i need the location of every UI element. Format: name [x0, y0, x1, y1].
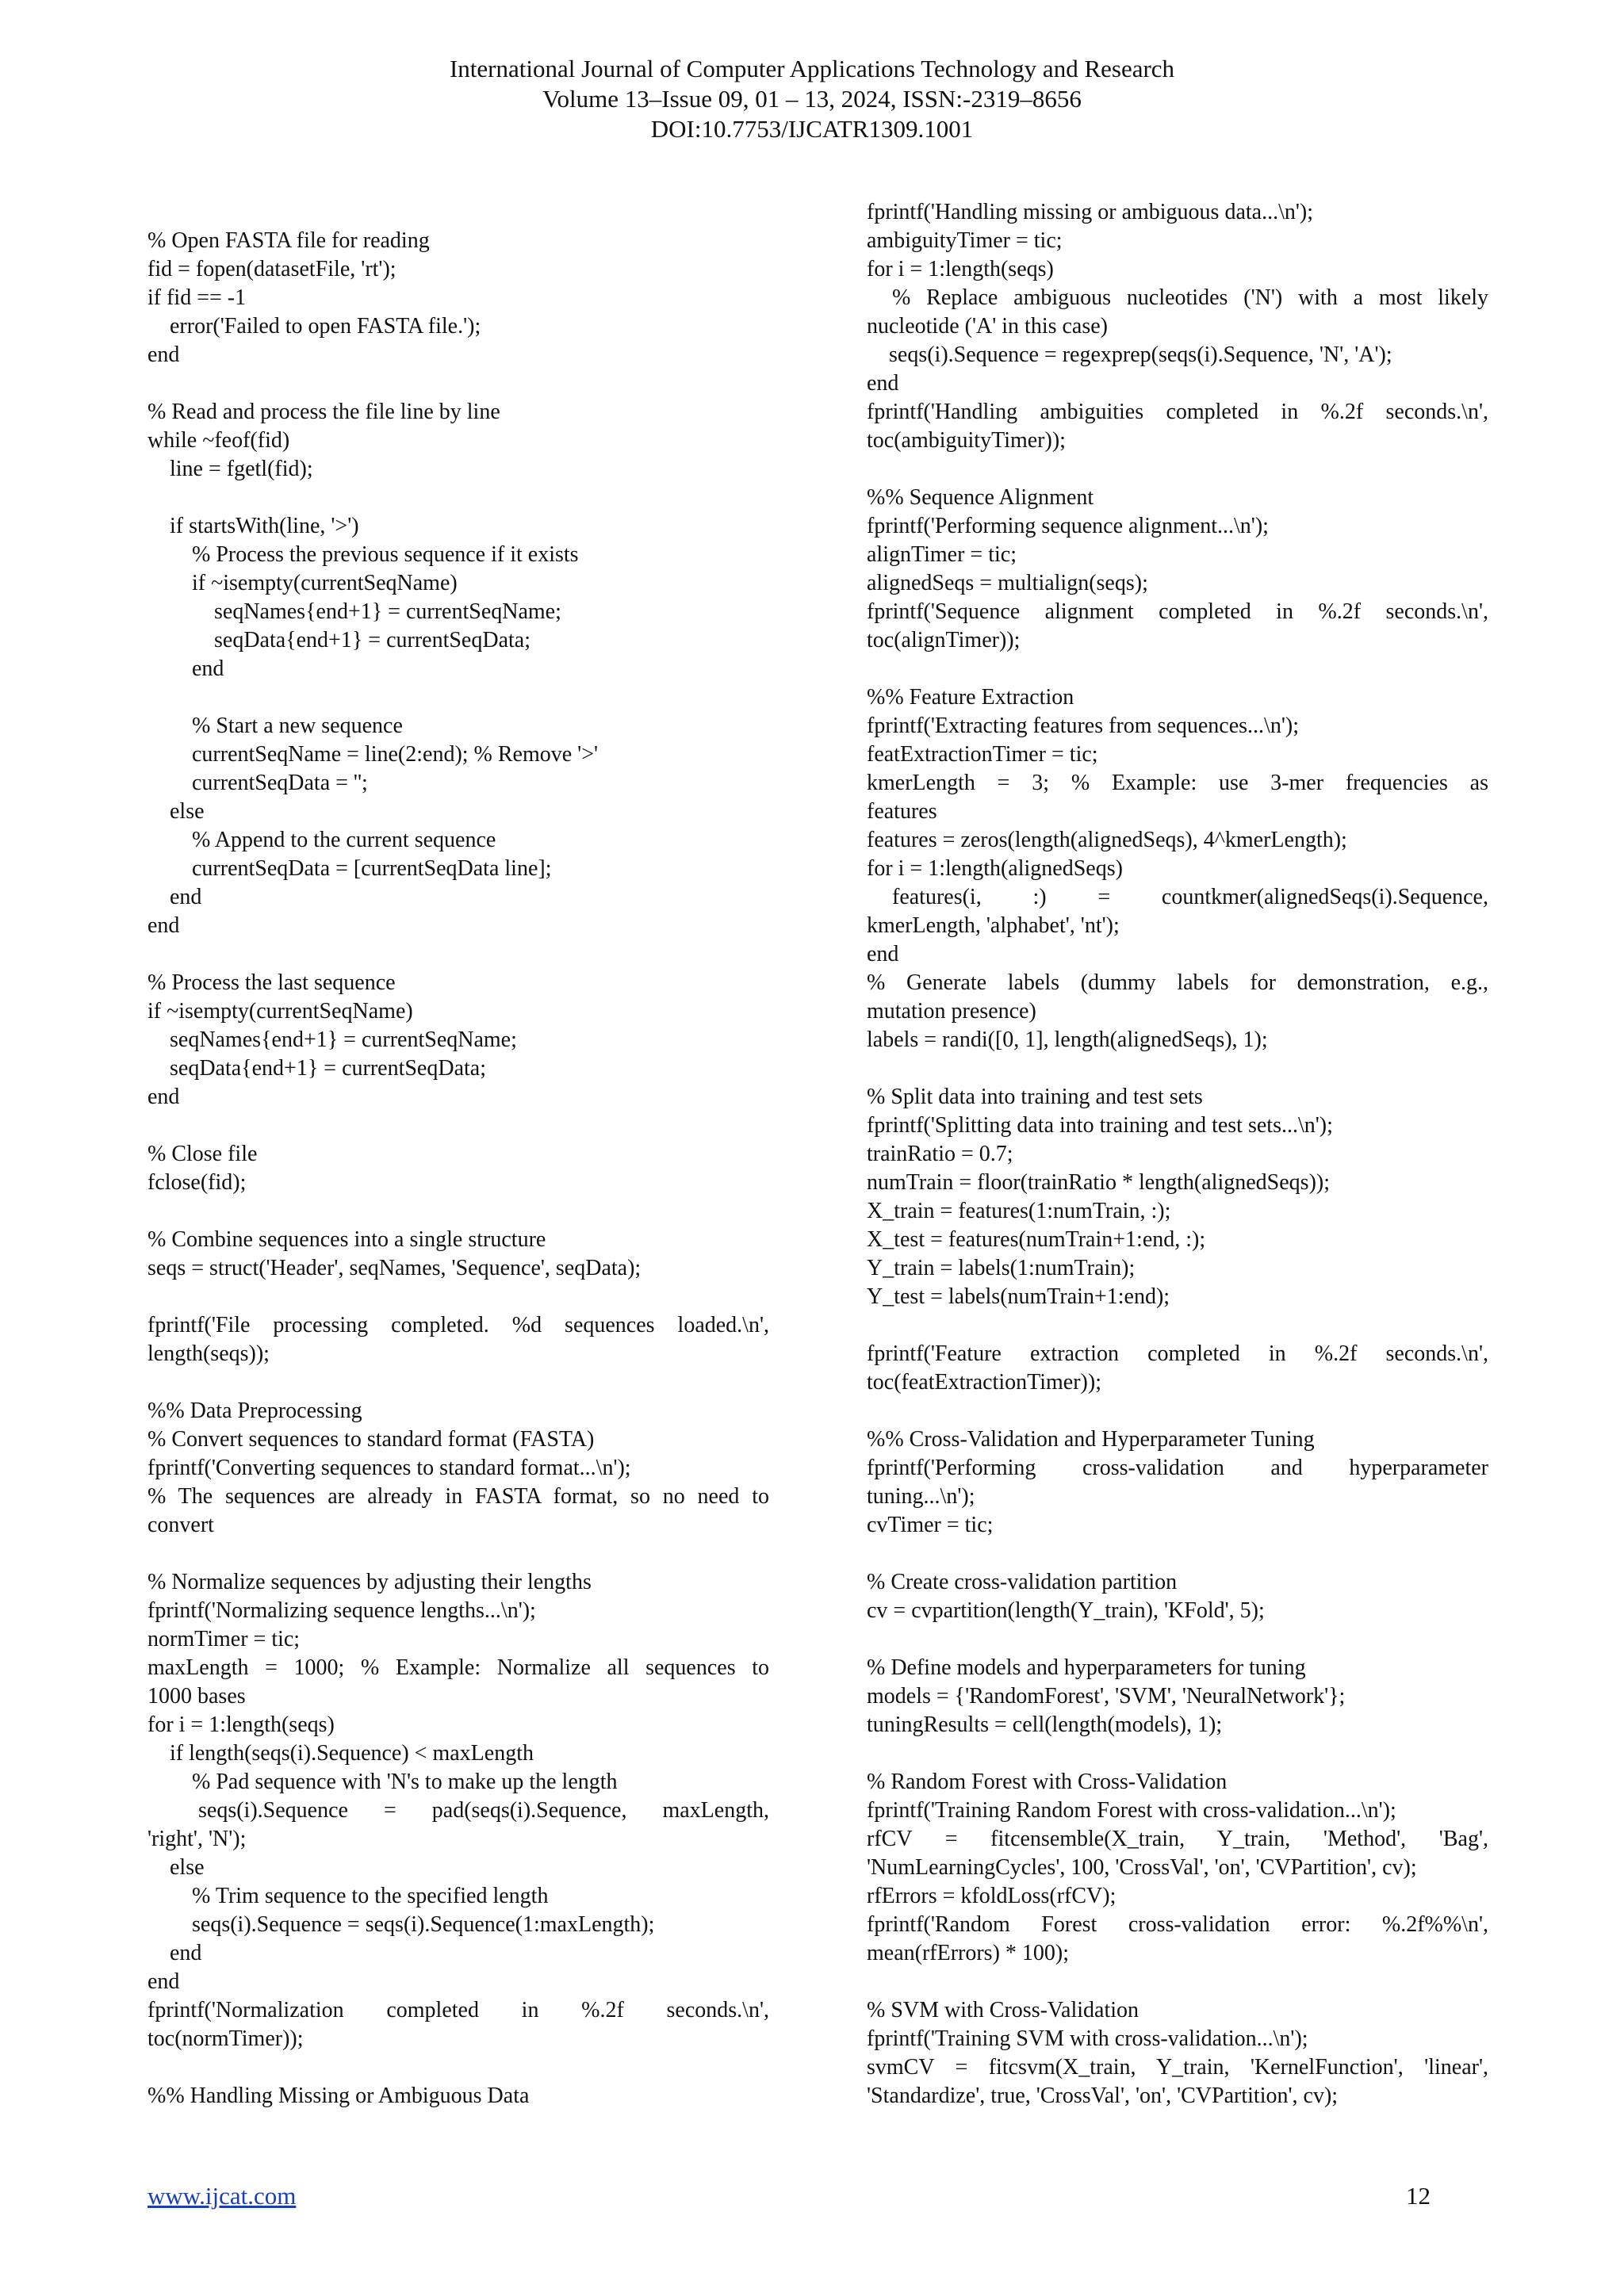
page-number: 12: [1406, 2182, 1431, 2210]
code-line: % Append to the current sequence: [147, 828, 496, 852]
code-line: [147, 1368, 769, 1397]
code-line: currentSeqName = line(2:end); % Remove '>': [147, 742, 599, 767]
code-line: currentSeqData = '';: [147, 771, 368, 795]
code-line: if ~isempty(currentSeqName): [147, 999, 413, 1024]
code-line: end: [867, 942, 899, 966]
code-line: for i = 1:length(seqs): [867, 257, 1054, 281]
code-line: [867, 1054, 1488, 1083]
code-line: if ~isempty(currentSeqName): [147, 571, 458, 595]
code-line: seqData{end+1} = currentSeqData;: [147, 628, 530, 652]
code-line: seqs(i).Sequence = pad(seqs(i).Sequence, maxLength,: [198, 1798, 769, 1823]
code-line: seqNames{end+1} = currentSeqName;: [147, 599, 561, 624]
code-line: features(i, :) = countkmer(alignedSeqs(i).Sequence,: [892, 885, 1488, 909]
code-line: fprintf('Random Forest cross-validation error: %.2f%%\n',: [867, 1912, 1488, 1937]
code-line: end: [867, 371, 899, 396]
code-line: currentSeqData = [currentSeqData line];: [147, 856, 552, 881]
code-line: mutation presence): [867, 999, 1036, 1024]
code-line: 'Standardize', true, 'CrossVal', 'on', 'CVPartition', cv);: [867, 2084, 1339, 2108]
code-line: convert: [147, 1513, 214, 1537]
code-line: kmerLength, 'alphabet', 'nt');: [867, 913, 1120, 938]
code-line: fprintf('Converting sequences to standard format...\n');: [147, 1456, 631, 1480]
code-line: % Define models and hyperparameters for tuning: [867, 1655, 1306, 1680]
page-header: [0, 54, 1624, 144]
code-line: cvTimer = tic;: [867, 1513, 994, 1537]
code-line: end: [147, 656, 224, 681]
journal-website-link[interactable]: www.ijcat.com: [147, 2182, 297, 2210]
code-line: [147, 1540, 769, 1568]
code-line: %% Handling Missing or Ambiguous Data: [147, 2084, 530, 2108]
code-line: cv = cvpartition(length(Y_train), 'KFold', 5);: [867, 1598, 1265, 1623]
code-line: rfCV = fitcensemble(X_train, Y_train, 'Method', 'Bag',: [867, 1827, 1488, 1851]
code-line: models = {'RandomForest', 'SVM', 'NeuralNetwork'};: [867, 1684, 1346, 1709]
journal-title: International Journal of Computer Applications Technology and Research: [449, 55, 1175, 82]
doi: DOI:10.7753/IJCATR1309.1001: [650, 115, 974, 143]
code-line: % Read and process the file line by line: [147, 400, 500, 424]
code-line: seqNames{end+1} = currentSeqName;: [147, 1027, 517, 1052]
code-line: end: [147, 1941, 202, 1965]
code-line: alignedSeqs = multialign(seqs);: [867, 571, 1148, 595]
code-line: if fid == -1: [147, 285, 247, 310]
code-line: % Split data into training and test sets: [867, 1085, 1203, 1109]
code-line: numTrain = floor(trainRatio * length(alignedSeqs));: [867, 1170, 1330, 1195]
code-line: seqs(i).Sequence = seqs(i).Sequence(1:maxLength);: [147, 1912, 655, 1937]
code-line: svmCV = fitcsvm(X_train, Y_train, 'KernelFunction', 'linear',: [867, 2055, 1488, 2080]
code-line: else: [147, 799, 205, 824]
code-line: rfErrors = kfoldLoss(rfCV);: [867, 1884, 1116, 1908]
code-line: line = fgetl(fid);: [147, 457, 313, 481]
code-line: 1000 bases: [147, 1684, 246, 1709]
code-line: fprintf('Training Random Forest with cross-validation...\n');: [867, 1798, 1396, 1823]
code-line: [867, 1625, 1488, 1654]
code-line: %% Cross-Validation and Hyperparameter Tuning: [867, 1427, 1315, 1452]
code-line: % Replace ambiguous nucleotides ('N') with a most likely: [892, 285, 1488, 310]
code-line: fprintf('File processing completed. %d sequences loaded.\n',: [147, 1313, 769, 1337]
code-line: % Random Forest with Cross-Validation: [867, 1770, 1228, 1794]
code-line: toc(normTimer));: [147, 2026, 304, 2051]
code-line: [867, 1739, 1488, 1768]
code-line: seqData{end+1} = currentSeqData;: [147, 1056, 486, 1081]
code-line: % Generate labels (dummy labels for demonstration, e.g.,: [867, 970, 1488, 995]
code-line: fprintf('Training SVM with cross-validation...\n');: [867, 2026, 1308, 2051]
code-line: end: [147, 342, 180, 367]
code-line: % Process the last sequence: [147, 970, 396, 995]
code-line: % Combine sequences into a single structure: [147, 1227, 546, 1252]
code-line: % The sequences are already in FASTA format, so no need to: [147, 1484, 769, 1509]
code-line: 'right', 'N');: [147, 1827, 247, 1851]
code-line: % Convert sequences to standard format (FASTA): [147, 1427, 595, 1452]
code-line: fid = fopen(datasetFile, 'rt');: [147, 257, 396, 281]
code-line: toc(featExtractionTimer));: [867, 1370, 1101, 1395]
code-line: fprintf('Extracting features from sequences...\n');: [867, 714, 1299, 738]
code-line: [867, 1540, 1488, 1568]
code-line: features: [867, 799, 937, 824]
code-line: fprintf('Normalizing sequence lengths...\n');: [147, 1598, 536, 1623]
code-line: tuningResults = cell(length(models), 1);: [867, 1712, 1223, 1737]
code-line: features = zeros(length(alignedSeqs), 4^kmerLength);: [867, 828, 1347, 852]
code-line: [147, 1197, 769, 1226]
code-line: tuning...\n');: [867, 1484, 975, 1509]
code-line: length(seqs));: [147, 1341, 270, 1366]
code-line: end: [147, 1969, 180, 1994]
code-line: % SVM with Cross-Validation: [867, 1998, 1139, 2022]
code-line: [867, 1968, 1488, 1996]
code-line: X_test = features(numTrain+1:end, :);: [867, 1227, 1206, 1252]
code-line: % Trim sequence to the specified length: [147, 1884, 549, 1908]
code-line: [867, 455, 1488, 484]
code-line: if length(seqs(i).Sequence) < maxLength: [147, 1741, 534, 1766]
code-line: toc(alignTimer));: [867, 628, 1021, 652]
code-line: kmerLength = 3; % Example: use 3-mer frequencies as: [867, 771, 1488, 795]
code-line: fprintf('Handling missing or ambiguous data...\n');: [867, 200, 1314, 224]
code-line: %% Sequence Alignment: [867, 485, 1094, 510]
code-line: normTimer = tic;: [147, 1627, 301, 1651]
code-line: featExtractionTimer = tic;: [867, 742, 1098, 767]
code-line: trainRatio = 0.7;: [867, 1142, 1013, 1166]
code-line: error('Failed to open FASTA file.');: [147, 314, 481, 339]
code-line: fprintf('Handling ambiguities completed in %.2f seconds.\n',: [867, 400, 1488, 424]
code-line: %% Data Preprocessing: [147, 1399, 362, 1423]
code-line: fprintf('Splitting data into training and test sets...\n');: [867, 1113, 1333, 1138]
code-line: % Pad sequence with 'N's to make up the length: [147, 1770, 618, 1794]
code-line: while ~feof(fid): [147, 428, 290, 453]
code-line: ambiguityTimer = tic;: [867, 228, 1063, 253]
code-line: mean(rfErrors) * 100);: [867, 1941, 1070, 1965]
code-line: % Start a new sequence: [147, 714, 403, 738]
code-line: end: [147, 885, 202, 909]
code-line: fclose(fid);: [147, 1170, 247, 1195]
code-line: [147, 940, 769, 969]
code-line: % Normalize sequences by adjusting their lengths: [147, 1570, 592, 1594]
code-line: X_train = features(1:numTrain, :);: [867, 1199, 1171, 1223]
code-line: fprintf('Normalization completed in %.2f seconds.\n',: [147, 1998, 769, 2022]
code-line: %% Feature Extraction: [867, 685, 1074, 710]
code-line: maxLength = 1000; % Example: Normalize all sequences to: [147, 1655, 769, 1680]
code-line: [147, 484, 769, 512]
code-line: Y_test = labels(numTrain+1:end);: [867, 1284, 1170, 1309]
code-line: % Open FASTA file for reading: [147, 228, 430, 253]
code-line: [867, 655, 1488, 683]
code-line: nucleotide ('A' in this case): [867, 314, 1108, 339]
code-line: % Process the previous sequence if it exists: [147, 542, 579, 567]
code-line: [867, 1311, 1488, 1340]
code-line: [867, 1397, 1488, 1425]
volume-info: Volume 13–Issue 09, 01 – 13, 2024, ISSN:-2319–8656: [542, 85, 1082, 113]
code-line: [147, 1112, 769, 1140]
code-line: labels = randi([0, 1], length(alignedSeqs), 1);: [867, 1027, 1268, 1052]
code-line: 'NumLearningCycles', 100, 'CrossVal', 'on', 'CVPartition', cv);: [867, 1855, 1417, 1880]
code-line: fprintf('Performing sequence alignment...\n');: [867, 514, 1269, 538]
code-line: [147, 2053, 769, 2082]
code-line: toc(ambiguityTimer));: [867, 428, 1066, 453]
code-line: [147, 369, 769, 398]
code-line: fprintf('Feature extraction completed in %.2f seconds.\n',: [867, 1341, 1488, 1366]
code-line: fprintf('Performing cross-validation and hyperparameter: [867, 1456, 1488, 1480]
code-line: Y_train = labels(1:numTrain);: [867, 1256, 1136, 1280]
code-line: for i = 1:length(seqs): [147, 1712, 335, 1737]
left-column-code: [147, 227, 769, 2110]
code-line: if startsWith(line, '>'): [147, 514, 359, 538]
code-line: % Create cross-validation partition: [867, 1570, 1178, 1594]
code-line: [147, 683, 769, 712]
code-line: end: [147, 1085, 180, 1109]
code-line: [147, 1283, 769, 1311]
code-line: else: [147, 1855, 205, 1880]
code-line: alignTimer = tic;: [867, 542, 1017, 567]
right-column-code: [867, 198, 1488, 2110]
code-line: seqs = struct('Header', seqNames, 'Sequence', seqData);: [147, 1256, 642, 1280]
code-line: % Close file: [147, 1142, 258, 1166]
code-line: seqs(i).Sequence = regexprep(seqs(i).Sequence, 'N', 'A');: [867, 342, 1392, 367]
code-line: end: [147, 913, 180, 938]
code-line: for i = 1:length(alignedSeqs): [867, 856, 1123, 881]
code-line: fprintf('Sequence alignment completed in %.2f seconds.\n',: [867, 599, 1488, 624]
